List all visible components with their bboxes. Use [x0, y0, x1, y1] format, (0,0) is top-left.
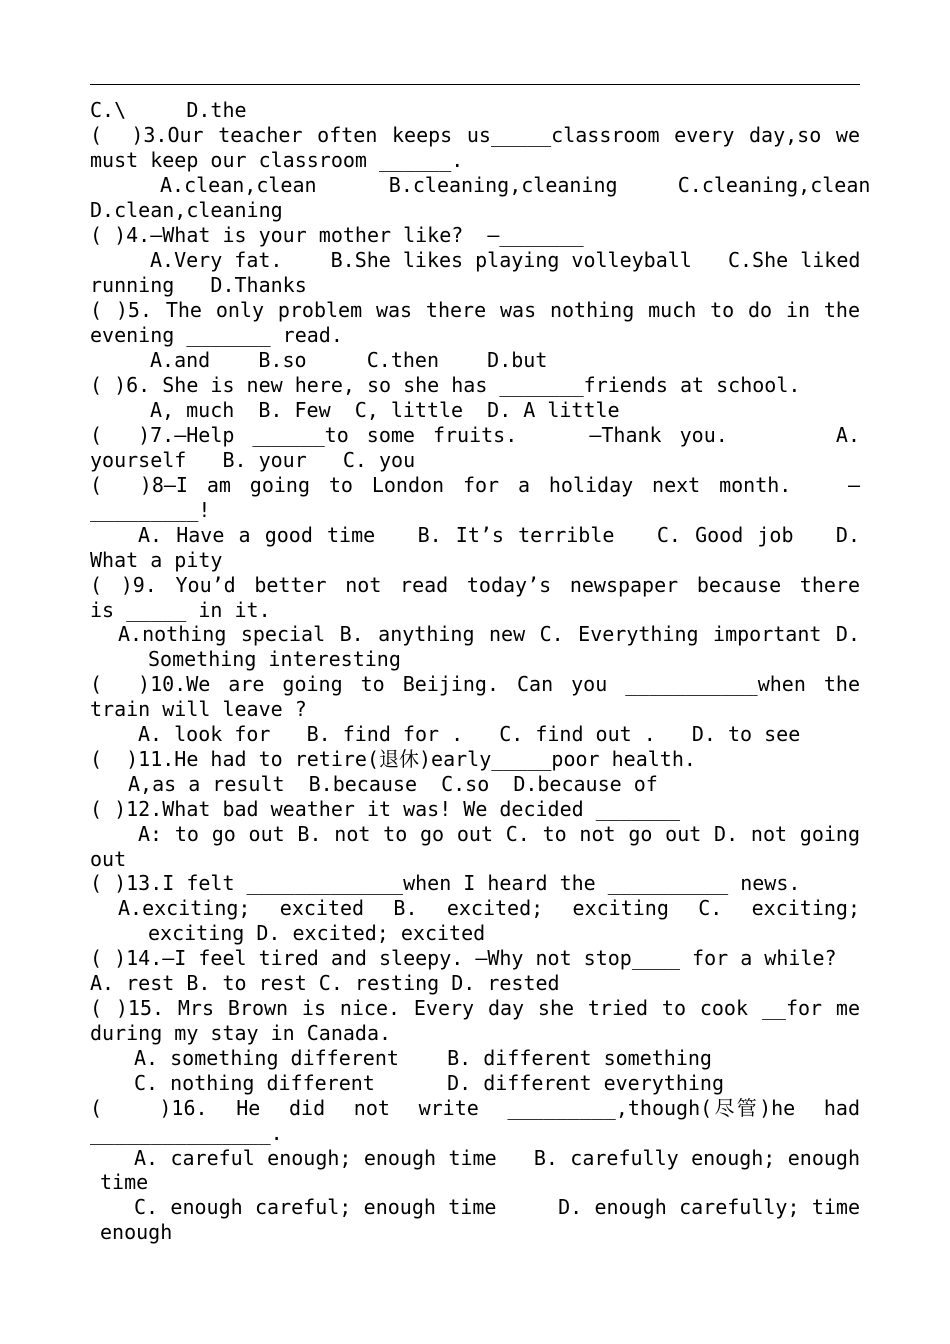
text-line: A.Very fat. B.She likes playing volleyball C.She liked: [150, 248, 861, 272]
text-line: running D.Thanks: [90, 273, 307, 297]
text-line: ( )15. Mrs Brown is nice. Every day she tried to cook __for me: [90, 996, 860, 1020]
text-line: ( )11.He had to retire(退休)early_____poor health.: [90, 747, 696, 771]
text-line: time: [100, 1170, 149, 1194]
text-line: C. nothing different D. different everything: [134, 1071, 725, 1095]
text-line: ( )4.—What is your mother like? —_______: [90, 223, 584, 247]
text-line: ( )6. She is new here, so she has _______friends at school.: [90, 373, 801, 397]
text-line: ( )7.—Help ______to some fruits. —Thank you. A.: [90, 423, 860, 447]
text-line: D.clean,cleaning: [90, 198, 283, 222]
text-line: _________!: [90, 498, 211, 522]
text-line: C.\ D.the: [90, 98, 247, 122]
text-line: is _____ in it.: [90, 598, 271, 622]
text-line: ( )12.What bad weather it was! We decided _______: [90, 797, 681, 821]
text-line: A. rest B. to rest C. resting D. rested: [90, 971, 560, 995]
header-rule: [90, 84, 860, 85]
text-line: must keep our classroom ______.: [90, 148, 464, 172]
text-line: A.and B.so C.then D.but: [150, 348, 548, 372]
text-line: A. careful enough; enough time B. carefully enough; enough: [134, 1146, 860, 1170]
text-line: ( )10.We are going to Beijing. Can you ___________when the: [90, 672, 860, 696]
text-line: A.exciting; excited B. excited; exciting C. exciting;: [118, 896, 860, 920]
text-line: A: to go out B. not to go out C. to not go out D. not going: [138, 822, 860, 846]
text-line: ( )8—I am going to London for a holiday next month. —: [90, 473, 860, 497]
text-line: C. enough careful; enough time D. enough carefully; time: [134, 1195, 860, 1219]
text-line: A, much B. Few C, little D. A little: [150, 398, 620, 422]
text-line: exciting D. excited; excited: [148, 921, 486, 945]
text-line: ( )13.I felt _____________when I heard the __________ news.: [90, 871, 801, 895]
text-line: What a pity: [90, 548, 223, 572]
text-line: evening _______ read.: [90, 323, 343, 347]
text-line: ( )14.—I feel tired and sleepy. —Why not stop____ for a while?: [90, 946, 837, 970]
text-line: A. something different B. different something: [134, 1046, 712, 1070]
text-line: _______________.: [90, 1121, 283, 1145]
text-line: A,as a result B.because C.so D.because of: [128, 772, 658, 796]
text-line: yourself B. your C. you: [90, 448, 416, 472]
text-line: enough: [100, 1220, 173, 1244]
text-line: A. look for B. find for . C. find out . D. to see: [138, 722, 801, 746]
text-line: train will leave ?: [90, 697, 307, 721]
text-line: ( )16. He did not write _________,though(尽管)he had: [90, 1096, 860, 1120]
text-line: A.nothing special B. anything new C. Everything important D.: [118, 622, 860, 646]
text-line: ( )5. The only problem was there was nothing much to do in the: [90, 298, 860, 322]
text-line: during my stay in Canada.: [90, 1021, 392, 1045]
text-line: ( )9. You’d better not read today’s newspaper because there: [90, 573, 860, 597]
text-line: A. Have a good time B. It’s terrible C. Good job D.: [138, 523, 860, 547]
text-line: A.clean,clean B.cleaning,cleaning C.cleaning,clean: [160, 173, 871, 197]
text-line: out: [90, 847, 127, 871]
text-line: ( )3.Our teacher often keeps us_____classroom every day,so we: [90, 123, 860, 147]
text-line: Something interesting: [148, 647, 401, 671]
